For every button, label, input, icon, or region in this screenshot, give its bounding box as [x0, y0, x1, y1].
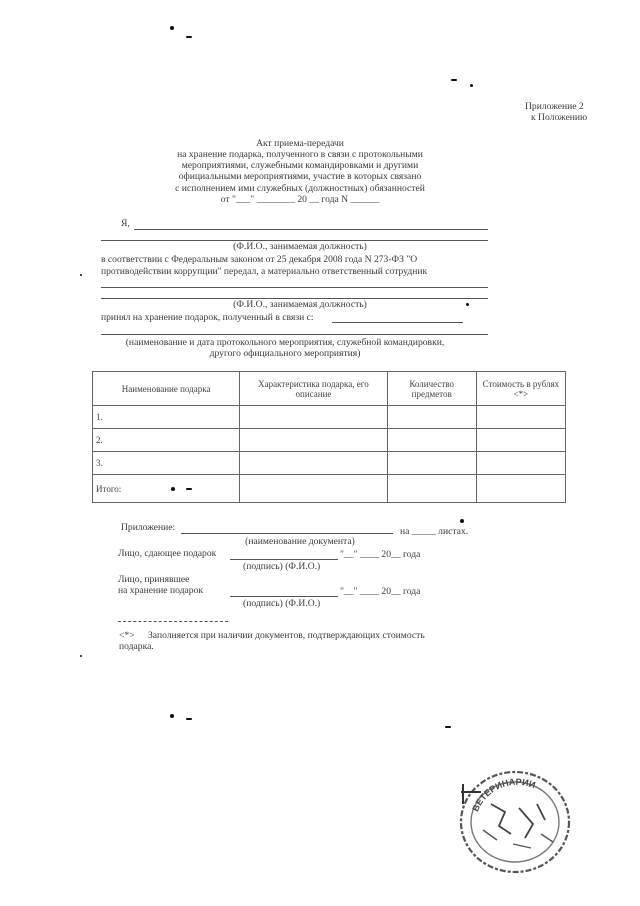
receiver-label-1: Лицо, принявшее	[118, 574, 190, 585]
accepted-line: принял на хранение подарок, полученный в связи с:	[101, 312, 314, 323]
table-cell	[387, 429, 476, 452]
title-line-2: мероприятиями, служебными командировками и другими	[181, 160, 419, 171]
scan-speck	[170, 714, 174, 718]
receiver-sign-underline	[230, 596, 338, 597]
document-title: Акт приема-передачи	[256, 138, 344, 149]
table-row	[93, 406, 566, 429]
law-line-1: в соответствии с Федеральным законом от 25 декабря 2008 года N 273-ФЗ "О	[101, 254, 418, 265]
receiver-date: "__" ____ 20__ года	[340, 586, 421, 597]
law-line-2: противодействии коррупции" передал, а материально ответственный сотрудник	[101, 266, 428, 277]
footnote-marker: <*>	[119, 630, 135, 641]
scan-speck	[80, 274, 82, 276]
table-cell	[240, 452, 387, 475]
event-caption-1: (наименование и дата протокольного мероприятия, служебной командировки,	[125, 337, 445, 348]
footnote-line-2: подарка.	[119, 641, 154, 652]
scan-speck	[186, 718, 192, 720]
appendix-doc-underline	[181, 533, 393, 534]
scan-speck	[186, 36, 192, 38]
fio-underline-1	[134, 229, 488, 230]
event-underline-2	[101, 334, 488, 335]
table-header-cell: Наименование подарка	[93, 372, 240, 406]
giver-sign-underline	[230, 559, 338, 560]
ya-label: Я,	[121, 218, 130, 229]
stamp-arc-text: ВЕТЕРИНАРИИ	[470, 776, 537, 813]
table-cell	[387, 406, 476, 429]
table-cell	[240, 429, 387, 452]
table-cell	[476, 452, 565, 475]
title-line-1: на хранение подарка, полученного в связи с протокольными	[177, 149, 423, 160]
scan-speck	[171, 487, 175, 491]
sign-caption-1: (подпись) (Ф.И.О.)	[243, 561, 321, 572]
scan-speck	[460, 519, 464, 523]
table-cell	[240, 475, 387, 503]
table-header-cell: Характеристика подарка, его описание	[240, 372, 387, 406]
title-line-4: с исполнением ими служебных (должностных) обязанностей	[175, 183, 425, 194]
table-cell	[476, 406, 565, 429]
scan-speck	[80, 655, 82, 657]
table-header-cell: Стоимость в рублях <*>	[476, 372, 565, 406]
table-header-row	[93, 372, 566, 406]
scan-speck	[445, 726, 451, 728]
scan-speck	[170, 26, 174, 30]
table-total-row	[93, 475, 566, 503]
receiver-label-2: на хранение подарок	[118, 585, 204, 596]
title-date-line: от "___" ________ 20 __ года N ______	[220, 194, 380, 205]
table-cell: 1.	[93, 406, 240, 429]
table-cell	[476, 429, 565, 452]
svg-text:ВЕТЕРИНАРИИ	[470, 777, 536, 813]
title-line-3: официальными мероприятиями, участие в которых связано	[178, 171, 422, 182]
table-cell	[240, 406, 387, 429]
table-header-cell: Количество предметов	[387, 372, 476, 406]
fio-caption-2: (Ф.И.О., занимаемая должность)	[233, 299, 367, 310]
scan-speck	[451, 79, 457, 81]
table-row	[93, 429, 566, 452]
table-cell	[387, 452, 476, 475]
footnote-separator	[118, 621, 228, 622]
official-stamp	[453, 764, 575, 876]
sign-caption-2: (подпись) (Ф.И.О.)	[243, 598, 321, 609]
table-cell: Итого:	[93, 475, 240, 503]
event-caption-2: другого официального мероприятия)	[209, 348, 361, 359]
footnote-line-1: Заполняется при наличии документов, подтверждающих стоимость	[148, 630, 425, 641]
appendix-field-label: Приложение:	[121, 522, 176, 533]
doc-caption: (наименование документа)	[245, 536, 355, 547]
table-cell	[387, 475, 476, 503]
scan-speck	[466, 303, 469, 306]
fio-underline-2	[101, 287, 488, 288]
appendix-sheets: на _____ листах.	[400, 526, 469, 537]
fio-caption-1: (Ф.И.О., занимаемая должность)	[233, 241, 367, 252]
table-cell	[476, 475, 565, 503]
appendix-reference: к Положению	[531, 112, 588, 123]
table-cell: 2.	[93, 429, 240, 452]
scan-speck	[470, 84, 473, 87]
scan-speck	[186, 488, 192, 490]
giver-label: Лицо, сдающее подарок	[118, 548, 217, 559]
event-underline-1	[332, 322, 463, 323]
gift-table	[92, 371, 566, 503]
giver-date: "__" ____ 20__ года	[340, 549, 421, 560]
table-cell: 3.	[93, 452, 240, 475]
appendix-label: Приложение 2	[525, 101, 584, 112]
table-row	[93, 452, 566, 475]
